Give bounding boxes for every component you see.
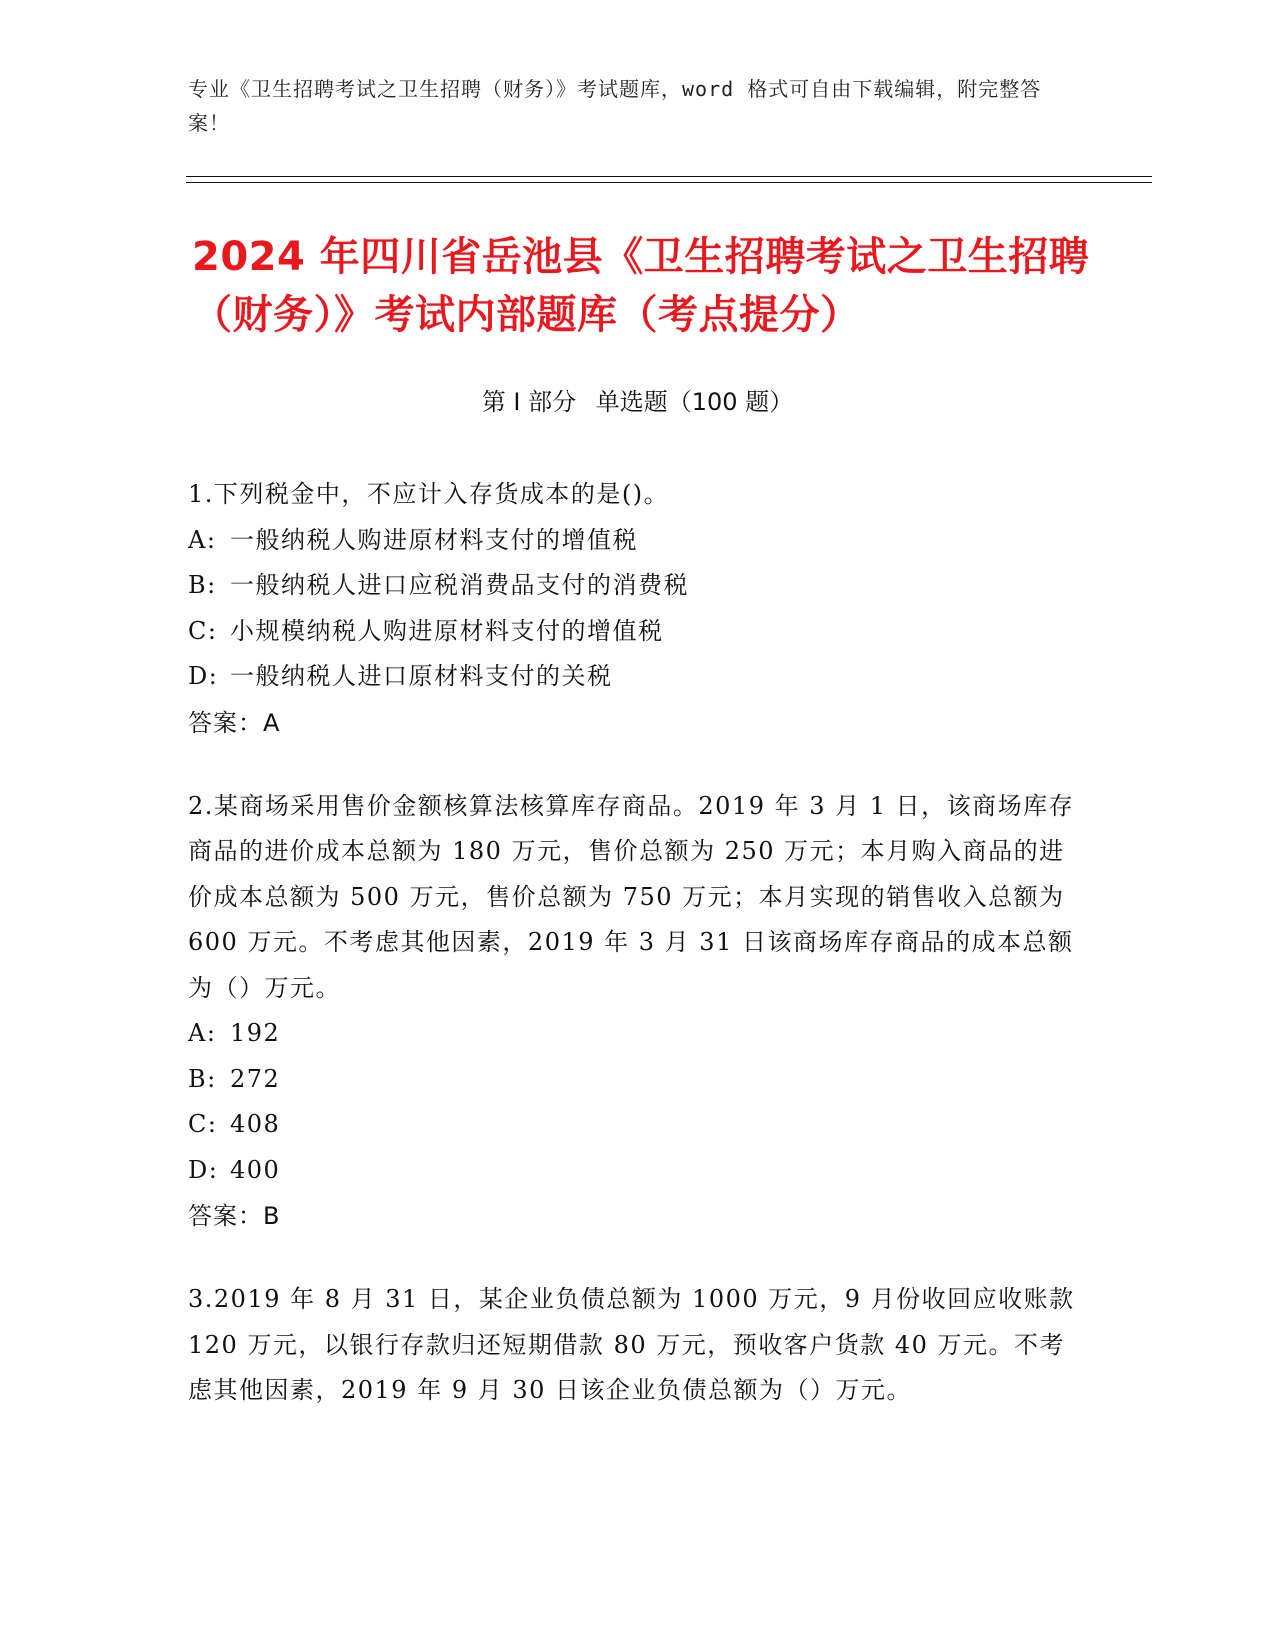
option-d — [188, 654, 1078, 700]
option-text: 400 — [230, 1155, 281, 1184]
section-part: 第 I 部分 — [481, 388, 577, 416]
option-text: 192 — [230, 1019, 281, 1047]
option-b — [188, 563, 1078, 609]
header-divider-bottom — [186, 182, 1152, 183]
option-text: 一般纳税人进口原材料支付的关税 — [230, 662, 613, 690]
question-stem: 3.2019 年 8 月 31 日，某企业负债总额为 1000 万元，9 月份收回应收账款 120 万元，以银行存款归还短期借款 80 万元，预收客户货款 40 万元。不考虑其他因素，2019 年 9 月 30 日该企业负债总额为（）万元。 — [188, 1285, 1075, 1404]
option-key: A: — [188, 1019, 217, 1047]
option-c — [188, 609, 1078, 655]
question-3 — [188, 1277, 1078, 1414]
question-1 — [188, 472, 1078, 746]
option-key: D: — [188, 662, 219, 690]
option-key: D: — [188, 1155, 219, 1184]
option-key: B: — [188, 1064, 217, 1093]
option-text: 272 — [230, 1064, 281, 1093]
option-text: 小规模纳税人购进原材料支付的增值税 — [230, 616, 664, 645]
header-note: 专业《卫生招聘考试之卫生招聘（财务）》考试题库，word 格式可自由下载编辑，附完整答案！ — [188, 77, 1042, 135]
option-key: B: — [188, 571, 217, 599]
option-key: A: — [188, 525, 217, 554]
document-title: 2024 年四川省岳池县《卫生招聘考试之卫生招聘（财务）》考试内部题库（考点提分） — [192, 234, 1090, 338]
option-key: C: — [188, 616, 218, 645]
option-text: 408 — [230, 1110, 281, 1138]
question-stem: 1.下列税金中，不应计入存货成本的是()。 — [188, 480, 670, 508]
question-stem: 2.某商场采用售价金额核算法核算库存商品。2019 年 3 月 1 日，该商场库存商品的进价成本总额为 180 万元，售价总额为 250 万元；本月购入商品的进价成本总额为 500 万元，售价总额为 750 万元；本月实现的销售收入总额为 600 万元。不考虑其他因素，2019 年 3 月 31 日该商场库存商品的成本总额为（）万元。 — [188, 791, 1075, 1002]
option-a — [188, 1011, 1078, 1057]
option-text: 一般纳税人购进原材料支付的增值税 — [230, 525, 638, 554]
option-text: 一般纳税人进口应税消费品支付的消费税 — [230, 571, 689, 599]
answer: 答案：B — [188, 1202, 281, 1230]
question-list — [188, 472, 1078, 1452]
header-divider-top — [186, 176, 1152, 177]
option-b — [188, 1057, 1078, 1103]
option-c — [188, 1102, 1078, 1148]
section-type: 单选题（100 题） — [595, 388, 794, 416]
option-key: C: — [188, 1110, 218, 1138]
question-2 — [188, 784, 1078, 1240]
option-a — [188, 518, 1078, 564]
option-d — [188, 1148, 1078, 1194]
answer: 答案：A — [188, 708, 281, 737]
section-heading — [0, 384, 1275, 420]
